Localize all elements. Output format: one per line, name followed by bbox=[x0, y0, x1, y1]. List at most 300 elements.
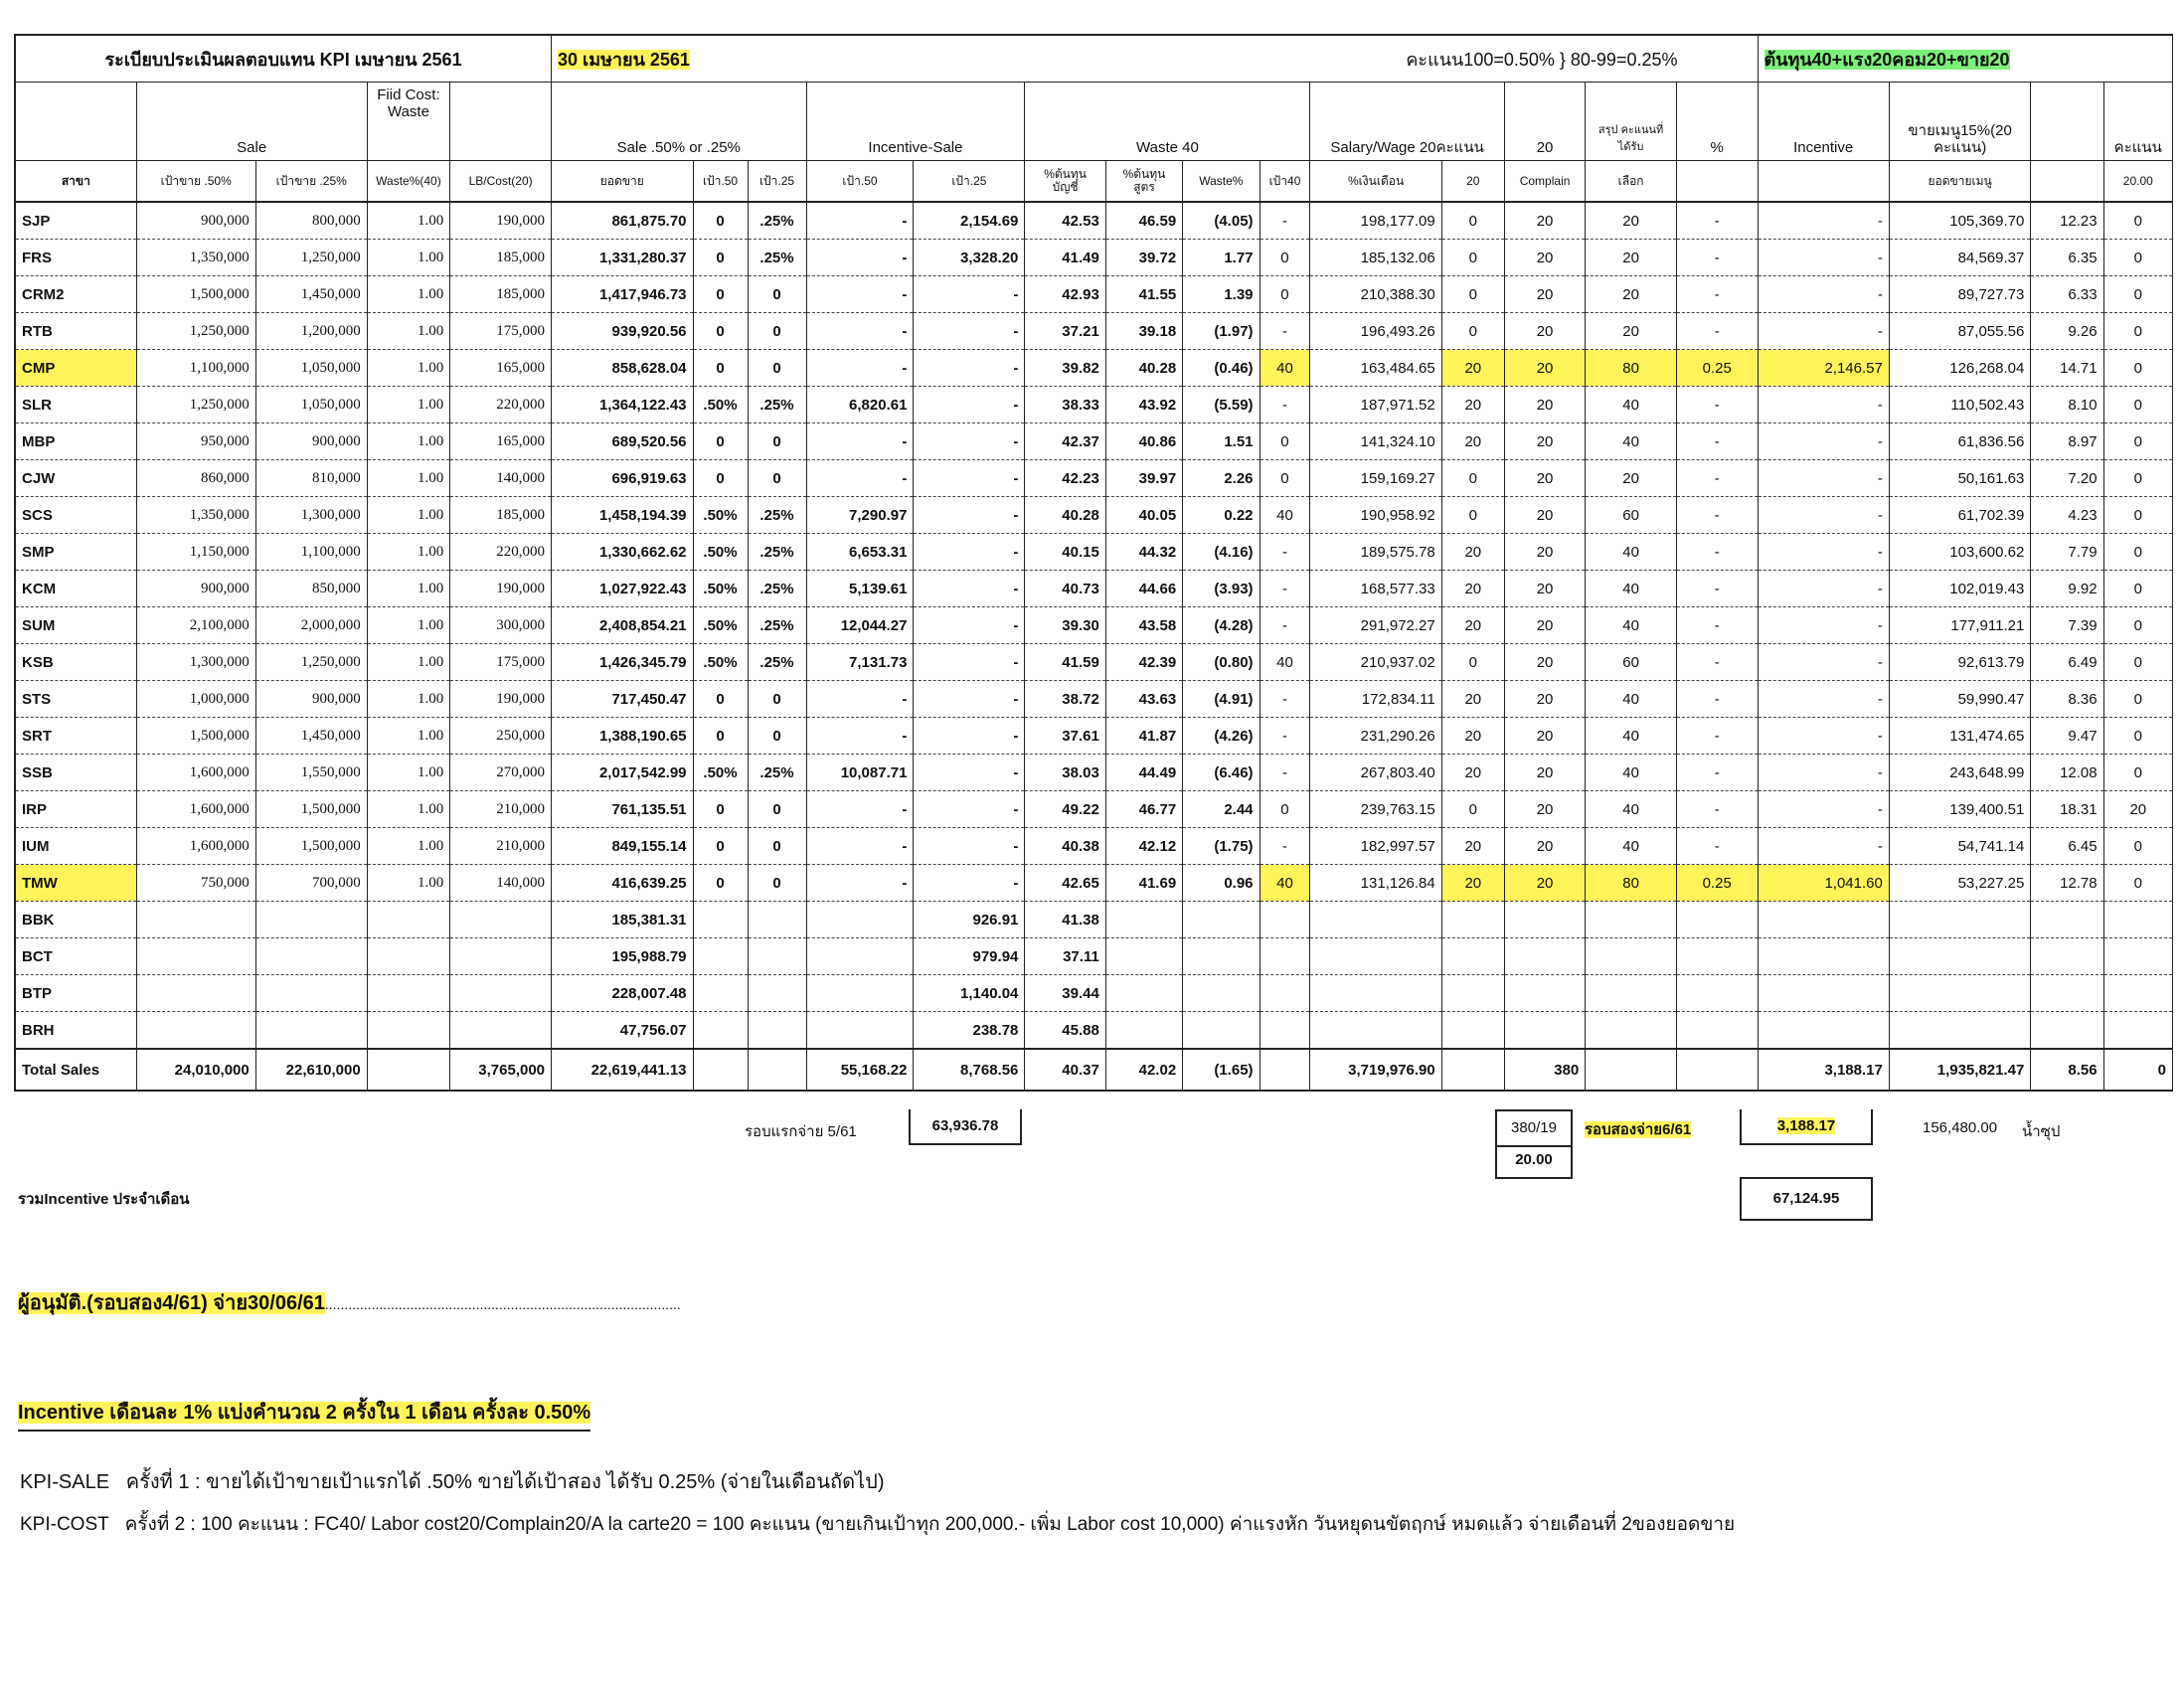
table-cell: 1.51 bbox=[1183, 423, 1260, 460]
table-cell: 0 bbox=[693, 460, 748, 497]
table-cell: 20 bbox=[1441, 534, 1504, 571]
table-cell: 189,575.78 bbox=[1310, 534, 1441, 571]
table-cell: (4.16) bbox=[1183, 534, 1260, 571]
table-cell bbox=[1889, 902, 2031, 938]
round2-value: 3,188.17 bbox=[1776, 1117, 1836, 1134]
table-cell bbox=[1105, 1012, 1182, 1050]
total-cell bbox=[693, 1049, 748, 1091]
table-cell: 40.05 bbox=[1105, 497, 1182, 534]
table-cell: 59,990.47 bbox=[1889, 681, 2031, 718]
table-cell: 40 bbox=[1586, 791, 1677, 828]
branch-code: CJW bbox=[15, 460, 136, 497]
table-cell: 1.00 bbox=[367, 350, 449, 387]
table-cell: 900,000 bbox=[136, 571, 255, 607]
branch-code: KCM bbox=[15, 571, 136, 607]
table-cell bbox=[2031, 938, 2103, 975]
table-cell: 210,388.30 bbox=[1310, 276, 1441, 313]
sub-header-cell bbox=[1676, 161, 1758, 203]
group-incentive: Incentive bbox=[1758, 83, 1889, 161]
table-cell bbox=[1105, 902, 1182, 938]
round2-label: รอบสองจ่าย6/61 bbox=[1585, 1121, 1692, 1138]
table-cell: 1.00 bbox=[367, 387, 449, 423]
table-cell: 42.37 bbox=[1025, 423, 1105, 460]
sub-header-cell: เป้า40 bbox=[1260, 161, 1310, 203]
table-cell bbox=[1676, 938, 1758, 975]
table-cell: 1.00 bbox=[367, 240, 449, 276]
table-cell: 1,550,000 bbox=[255, 755, 367, 791]
total-cell: 3,188.17 bbox=[1758, 1049, 1889, 1091]
total-cell: 8.56 bbox=[2031, 1049, 2103, 1091]
table-cell: 20 bbox=[1504, 202, 1585, 240]
table-cell: .25% bbox=[748, 571, 806, 607]
table-cell bbox=[1260, 938, 1310, 975]
table-cell: (4.05) bbox=[1183, 202, 1260, 240]
table-cell: 0 bbox=[1441, 202, 1504, 240]
table-cell: 8.10 bbox=[2031, 387, 2103, 423]
table-cell: - bbox=[1676, 313, 1758, 350]
table-cell: .50% bbox=[693, 534, 748, 571]
table-cell: 1,050,000 bbox=[255, 350, 367, 387]
table-cell: 42.23 bbox=[1025, 460, 1105, 497]
table-cell: - bbox=[914, 313, 1025, 350]
table-cell: - bbox=[1676, 681, 1758, 718]
table-cell: 6,653.31 bbox=[806, 534, 914, 571]
table-cell: 267,803.40 bbox=[1310, 755, 1441, 791]
table-cell: - bbox=[806, 276, 914, 313]
total-cell: 380 bbox=[1504, 1049, 1585, 1091]
table-cell: 195,988.79 bbox=[552, 938, 694, 975]
total-cell bbox=[367, 1049, 449, 1091]
table-cell: 1.00 bbox=[367, 571, 449, 607]
group-pct: % bbox=[1676, 83, 1758, 161]
table-cell: 0 bbox=[748, 718, 806, 755]
table-cell: 20 bbox=[1586, 276, 1677, 313]
kpi-sale-text: ครั้งที่ 1 : ขายได้เป้าขายเป้าแรกได้ .50% ขายได้เป้าสอง ได้รับ 0.25% (จ่ายในเดือนถัดไป) bbox=[125, 1471, 885, 1493]
table-cell: - bbox=[1758, 276, 1889, 313]
group-header-row bbox=[15, 83, 2173, 161]
table-cell: 0 bbox=[2103, 497, 2172, 534]
table-cell: 0 bbox=[748, 350, 806, 387]
table-cell: 850,000 bbox=[255, 571, 367, 607]
table-cell: 40 bbox=[1586, 755, 1677, 791]
table-cell: - bbox=[1676, 718, 1758, 755]
table-cell: 1,500,000 bbox=[255, 791, 367, 828]
sub-header-row bbox=[15, 161, 2173, 203]
table-cell: 0 bbox=[1260, 276, 1310, 313]
table-cell bbox=[367, 902, 449, 938]
table-cell: .25% bbox=[748, 644, 806, 681]
table-cell: 140,000 bbox=[450, 460, 552, 497]
table-cell bbox=[367, 1012, 449, 1050]
table-cell: 0 bbox=[748, 791, 806, 828]
table-cell: 6.33 bbox=[2031, 276, 2103, 313]
table-cell: 0 bbox=[1441, 644, 1504, 681]
group-incentive-sale: Incentive-Sale bbox=[806, 83, 1025, 161]
table-cell: 20 bbox=[1504, 423, 1585, 460]
branch-code: BBK bbox=[15, 902, 136, 938]
table-cell: 20 bbox=[1504, 460, 1585, 497]
total-cell: 22,610,000 bbox=[255, 1049, 367, 1091]
table-cell: 18.31 bbox=[2031, 791, 2103, 828]
table-cell: 210,000 bbox=[450, 828, 552, 865]
table-cell: - bbox=[914, 718, 1025, 755]
table-cell: 0 bbox=[748, 313, 806, 350]
table-cell: - bbox=[914, 276, 1025, 313]
table-cell: - bbox=[1758, 202, 1889, 240]
table-row bbox=[15, 718, 2173, 755]
table-cell: 0 bbox=[748, 828, 806, 865]
table-cell: 20 bbox=[1504, 865, 1585, 902]
table-cell: 717,450.47 bbox=[552, 681, 694, 718]
total-cell bbox=[1260, 1049, 1310, 1091]
table-cell bbox=[1758, 938, 1889, 975]
table-cell: - bbox=[1260, 681, 1310, 718]
table-cell: (3.93) bbox=[1183, 571, 1260, 607]
total-cell: (1.65) bbox=[1183, 1049, 1260, 1091]
table-cell: 20 bbox=[1504, 534, 1585, 571]
table-cell: 40 bbox=[1260, 865, 1310, 902]
table-cell: 696,919.63 bbox=[552, 460, 694, 497]
table-cell: 1,600,000 bbox=[136, 828, 255, 865]
table-cell: 20 bbox=[1441, 607, 1504, 644]
table-cell: - bbox=[914, 865, 1025, 902]
table-cell: - bbox=[914, 681, 1025, 718]
table-cell: 1,330,662.62 bbox=[552, 534, 694, 571]
table-cell: .50% bbox=[693, 387, 748, 423]
date-label: 30 เมษายน 2561 bbox=[558, 49, 690, 70]
table-cell: 185,132.06 bbox=[1310, 240, 1441, 276]
table-cell: 2.26 bbox=[1183, 460, 1260, 497]
total-cell bbox=[1676, 1049, 1758, 1091]
round1-label: รอบแรกจ่าย 5/61 bbox=[745, 1123, 857, 1140]
table-cell: 40 bbox=[1260, 497, 1310, 534]
table-cell: .50% bbox=[693, 497, 748, 534]
table-cell: 1,350,000 bbox=[136, 240, 255, 276]
branch-code: BCT bbox=[15, 938, 136, 975]
table-cell: 39.72 bbox=[1105, 240, 1182, 276]
table-cell: 0 bbox=[693, 865, 748, 902]
table-cell: 0 bbox=[748, 460, 806, 497]
table-cell bbox=[1586, 938, 1677, 975]
table-cell: 1.00 bbox=[367, 644, 449, 681]
table-cell: - bbox=[1260, 313, 1310, 350]
table-cell bbox=[1586, 1012, 1677, 1050]
table-cell bbox=[693, 902, 748, 938]
table-cell: 53,227.25 bbox=[1889, 865, 2031, 902]
table-cell bbox=[2103, 975, 2172, 1012]
table-cell bbox=[1676, 975, 1758, 1012]
table-cell: - bbox=[914, 607, 1025, 644]
table-cell: 0.25 bbox=[1676, 865, 1758, 902]
branch-code: KSB bbox=[15, 644, 136, 681]
table-cell: 7.20 bbox=[2031, 460, 2103, 497]
sub-header-cell: เป้า.25 bbox=[914, 161, 1025, 203]
table-cell: - bbox=[1260, 755, 1310, 791]
sub-header-cell: ยอดขายเมนู bbox=[1889, 161, 2031, 203]
branch-code: BTP bbox=[15, 975, 136, 1012]
table-cell: 239,763.15 bbox=[1310, 791, 1441, 828]
table-cell: 20 bbox=[1504, 607, 1585, 644]
table-cell: 46.59 bbox=[1105, 202, 1182, 240]
table-cell bbox=[1183, 1012, 1260, 1050]
table-row bbox=[15, 423, 2173, 460]
total-cell: 22,619,441.13 bbox=[552, 1049, 694, 1091]
table-cell: 1,450,000 bbox=[255, 276, 367, 313]
table-cell: - bbox=[806, 791, 914, 828]
table-cell bbox=[136, 902, 255, 938]
table-cell: 0 bbox=[693, 202, 748, 240]
branch-code: FRS bbox=[15, 240, 136, 276]
table-cell bbox=[1504, 938, 1585, 975]
table-cell: 0 bbox=[748, 865, 806, 902]
table-cell: 41.49 bbox=[1025, 240, 1105, 276]
table-cell bbox=[1758, 902, 1889, 938]
branch-code: SSB bbox=[15, 755, 136, 791]
table-row bbox=[15, 902, 2173, 938]
table-cell: 0 bbox=[693, 276, 748, 313]
table-cell: 0 bbox=[2103, 276, 2172, 313]
table-cell: - bbox=[1758, 387, 1889, 423]
table-cell: 40 bbox=[1586, 607, 1677, 644]
table-cell: 1,250,000 bbox=[255, 240, 367, 276]
table-cell: 39.44 bbox=[1025, 975, 1105, 1012]
table-cell: (1.75) bbox=[1183, 828, 1260, 865]
group-score: คะแนน bbox=[2103, 83, 2172, 161]
table-cell: (0.46) bbox=[1183, 350, 1260, 387]
table-cell: 0 bbox=[693, 423, 748, 460]
table-cell: - bbox=[1676, 644, 1758, 681]
total-row bbox=[15, 1049, 2173, 1091]
table-cell bbox=[1310, 1012, 1441, 1050]
table-cell: - bbox=[806, 460, 914, 497]
table-cell: 950,000 bbox=[136, 423, 255, 460]
table-cell: 40 bbox=[1586, 828, 1677, 865]
kpi-table bbox=[14, 34, 2173, 1092]
table-row bbox=[15, 276, 2173, 313]
table-cell: 20 bbox=[1504, 718, 1585, 755]
table-cell: 2,154.69 bbox=[914, 202, 1025, 240]
table-cell: - bbox=[1758, 460, 1889, 497]
table-cell: 0.25 bbox=[1676, 350, 1758, 387]
table-cell: 4.23 bbox=[2031, 497, 2103, 534]
table-row bbox=[15, 240, 2173, 276]
table-cell: 1,000,000 bbox=[136, 681, 255, 718]
table-cell: 84,569.37 bbox=[1889, 240, 2031, 276]
formula-label: ต้นทุน40+แรง20คอม20+ขาย20 bbox=[1764, 49, 2010, 70]
table-cell: (6.46) bbox=[1183, 755, 1260, 791]
table-cell bbox=[136, 938, 255, 975]
table-cell: 1,100,000 bbox=[255, 534, 367, 571]
table-cell: 1.77 bbox=[1183, 240, 1260, 276]
table-cell bbox=[2031, 902, 2103, 938]
table-row bbox=[15, 313, 2173, 350]
table-row bbox=[15, 571, 2173, 607]
table-cell: - bbox=[1758, 313, 1889, 350]
table-cell: 1.00 bbox=[367, 534, 449, 571]
table-cell: 849,155.14 bbox=[552, 828, 694, 865]
table-cell: 0 bbox=[693, 681, 748, 718]
table-cell: 40.38 bbox=[1025, 828, 1105, 865]
table-cell bbox=[1586, 975, 1677, 1012]
table-cell: 0 bbox=[693, 350, 748, 387]
table-cell: - bbox=[914, 828, 1025, 865]
table-cell: .25% bbox=[748, 607, 806, 644]
score-note: คะแนน100=0.50% } 80-99=0.25% bbox=[748, 35, 1758, 83]
total-cell: 40.37 bbox=[1025, 1049, 1105, 1091]
total-cell: 55,168.22 bbox=[806, 1049, 914, 1091]
table-cell: - bbox=[1260, 387, 1310, 423]
table-cell: 416,639.25 bbox=[552, 865, 694, 902]
table-cell: - bbox=[1676, 497, 1758, 534]
table-cell: 40.28 bbox=[1105, 350, 1182, 387]
table-cell: 102,019.43 bbox=[1889, 571, 2031, 607]
table-cell: 110,502.43 bbox=[1889, 387, 2031, 423]
table-cell: - bbox=[1758, 828, 1889, 865]
table-cell bbox=[450, 1012, 552, 1050]
table-cell: 0 bbox=[1441, 240, 1504, 276]
table-cell: 37.61 bbox=[1025, 718, 1105, 755]
sub-header-cell: %ต้นทุน สูตร bbox=[1105, 161, 1182, 203]
table-cell: 939,920.56 bbox=[552, 313, 694, 350]
table-cell bbox=[1758, 1012, 1889, 1050]
table-cell: .25% bbox=[748, 755, 806, 791]
table-cell bbox=[1676, 1012, 1758, 1050]
table-cell bbox=[1889, 1012, 2031, 1050]
table-cell: 0 bbox=[2103, 423, 2172, 460]
table-cell: 103,600.62 bbox=[1889, 534, 2031, 571]
table-cell: 187,971.52 bbox=[1310, 387, 1441, 423]
kpi-sale-label: KPI-SALE bbox=[20, 1471, 110, 1493]
table-cell: 8.36 bbox=[2031, 681, 2103, 718]
table-cell: .50% bbox=[693, 755, 748, 791]
table-cell: 20 bbox=[1504, 387, 1585, 423]
total-cell: 3,765,000 bbox=[450, 1049, 552, 1091]
table-cell: 38.33 bbox=[1025, 387, 1105, 423]
kpi-cost-text: ครั้งที่ 2 : 100 คะแนน : FC40/ Labor cost20/Complain20/A la carte20 = 100 คะแนน (ขายเกินเป้าทุก 200,000.- เพิ่ม Labor cost 10,000) ค่าแรงหัก วันหยุดนขัตฤกษ์ หมดแล้ว จ่ายเดือนที่ 2ของยอดขาย bbox=[124, 1514, 1736, 1535]
table-row bbox=[15, 755, 2173, 791]
table-cell: 175,000 bbox=[450, 644, 552, 681]
table-cell: 1,100,000 bbox=[136, 350, 255, 387]
table-row bbox=[15, 865, 2173, 902]
group-salary: Salary/Wage 20คะแนน bbox=[1310, 83, 1504, 161]
table-cell: .25% bbox=[748, 387, 806, 423]
table-cell: 47,756.07 bbox=[552, 1012, 694, 1050]
table-cell bbox=[136, 1012, 255, 1050]
approver-signature-line: ............................................................................................ bbox=[324, 1296, 681, 1312]
table-cell: 860,000 bbox=[136, 460, 255, 497]
table-cell: - bbox=[1676, 202, 1758, 240]
table-cell: 0 bbox=[1441, 276, 1504, 313]
monthly-incentive-value: 67,124.95 bbox=[1740, 1177, 1873, 1221]
table-cell: 168,577.33 bbox=[1310, 571, 1441, 607]
kpi-cost-label: KPI-COST bbox=[20, 1514, 109, 1535]
table-cell: (1.97) bbox=[1183, 313, 1260, 350]
table-cell: 20 bbox=[1504, 571, 1585, 607]
table-cell: 1.00 bbox=[367, 276, 449, 313]
table-cell: 250,000 bbox=[450, 718, 552, 755]
table-cell: 220,000 bbox=[450, 534, 552, 571]
table-cell: 141,324.10 bbox=[1310, 423, 1441, 460]
noodle-value: 156,480.00 bbox=[1923, 1119, 1998, 1136]
table-cell: 1.00 bbox=[367, 828, 449, 865]
table-cell: 1,300,000 bbox=[136, 644, 255, 681]
table-cell: 185,000 bbox=[450, 240, 552, 276]
table-cell bbox=[1310, 902, 1441, 938]
total-cell: 0 bbox=[2103, 1049, 2172, 1091]
table-cell: - bbox=[914, 460, 1025, 497]
table-cell: 0 bbox=[2103, 534, 2172, 571]
table-cell: - bbox=[1758, 534, 1889, 571]
table-cell: - bbox=[1676, 276, 1758, 313]
table-row bbox=[15, 681, 2173, 718]
table-cell: 0 bbox=[2103, 718, 2172, 755]
table-cell bbox=[1310, 938, 1441, 975]
table-cell bbox=[136, 975, 255, 1012]
table-cell: - bbox=[1260, 607, 1310, 644]
table-cell: 1.00 bbox=[367, 423, 449, 460]
table-cell: 196,493.26 bbox=[1310, 313, 1441, 350]
table-cell: 20 bbox=[2103, 791, 2172, 828]
table-cell: 1.00 bbox=[367, 755, 449, 791]
table-cell: - bbox=[806, 865, 914, 902]
table-cell: 41.69 bbox=[1105, 865, 1182, 902]
table-cell: 185,000 bbox=[450, 497, 552, 534]
table-cell: 20 bbox=[1586, 313, 1677, 350]
table-cell: 60 bbox=[1586, 497, 1677, 534]
table-cell: 0 bbox=[2103, 202, 2172, 240]
table-cell: 61,836.56 bbox=[1889, 423, 2031, 460]
table-cell bbox=[1105, 975, 1182, 1012]
table-cell: 1,426,345.79 bbox=[552, 644, 694, 681]
branch-code: CRM2 bbox=[15, 276, 136, 313]
table-cell: 42.65 bbox=[1025, 865, 1105, 902]
table-row bbox=[15, 387, 2173, 423]
table-cell: 1,250,000 bbox=[255, 644, 367, 681]
table-cell: 20 bbox=[1504, 791, 1585, 828]
table-cell: 10,087.71 bbox=[806, 755, 914, 791]
table-cell bbox=[2103, 1012, 2172, 1050]
table-cell: - bbox=[806, 423, 914, 460]
table-cell bbox=[1441, 938, 1504, 975]
table-cell: 0.96 bbox=[1183, 865, 1260, 902]
table-cell: 49.22 bbox=[1025, 791, 1105, 828]
table-cell: - bbox=[1758, 497, 1889, 534]
table-cell: - bbox=[1260, 571, 1310, 607]
table-cell: 40 bbox=[1586, 571, 1677, 607]
table-cell: 1,250,000 bbox=[136, 313, 255, 350]
table-cell bbox=[1183, 902, 1260, 938]
table-cell: 0 bbox=[2103, 828, 2172, 865]
table-cell: .25% bbox=[748, 202, 806, 240]
table-cell bbox=[255, 1012, 367, 1050]
table-cell: 38.03 bbox=[1025, 755, 1105, 791]
branch-code: SCS bbox=[15, 497, 136, 534]
table-cell: 105,369.70 bbox=[1889, 202, 2031, 240]
table-cell: 20 bbox=[1441, 571, 1504, 607]
table-cell: 0 bbox=[693, 718, 748, 755]
table-cell: 45.88 bbox=[1025, 1012, 1105, 1050]
table-cell: 1,600,000 bbox=[136, 755, 255, 791]
group-c20: 20 bbox=[1504, 83, 1585, 161]
sub-header-cell: Waste% bbox=[1183, 161, 1260, 203]
table-cell: 20 bbox=[1504, 497, 1585, 534]
table-cell: 43.63 bbox=[1105, 681, 1182, 718]
table-cell: 165,000 bbox=[450, 423, 552, 460]
table-cell: 926.91 bbox=[914, 902, 1025, 938]
title-row bbox=[15, 35, 2173, 83]
table-cell: - bbox=[1758, 644, 1889, 681]
table-cell: 20 bbox=[1441, 423, 1504, 460]
